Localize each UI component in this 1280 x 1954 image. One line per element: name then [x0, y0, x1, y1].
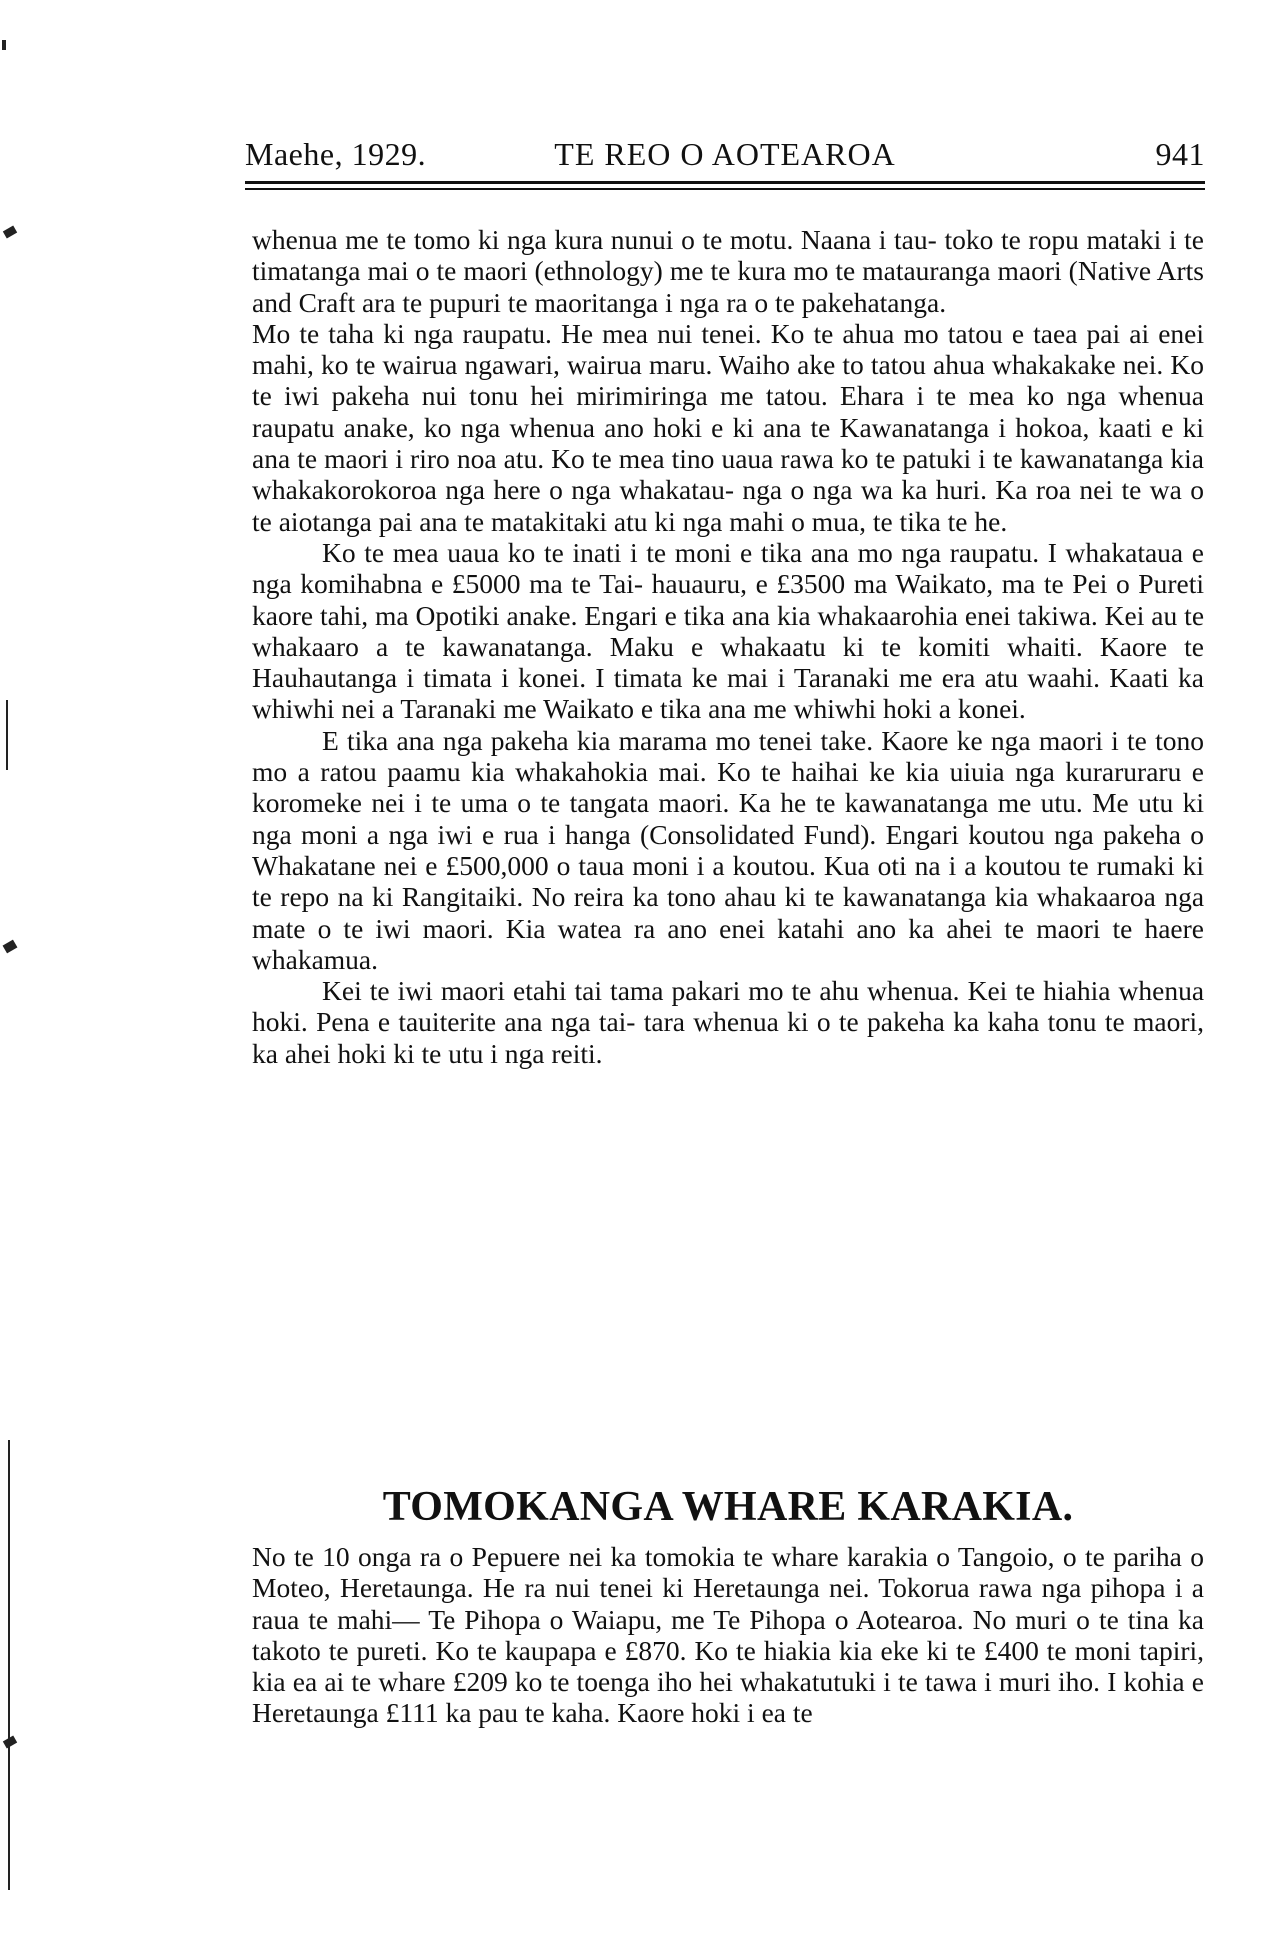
text-line: Mo te taha ki nga raupatu. He mea nui tenei. Ko te ahua [252, 317, 895, 349]
text-line: hiakia kia eke ki te £400 te moni tapiri, kia ea ai te whare [252, 1634, 1205, 1698]
text-line: whakaatu ki te komiti whaiti. Kaore te Hauhautanga i timata [252, 630, 1204, 694]
article-body [252, 224, 1204, 1069]
scan-edge-marks [0, 0, 40, 1954]
text-line: ke nga maori i te tono mo a ratou paamu kia whakahokia mai. [252, 724, 1204, 788]
paragraph-p3 [252, 537, 1204, 725]
text-line: ka whiwhi nei a Taranaki me Waikato e tika ana me whiwhi [252, 662, 1205, 725]
text-line: ma Opotiki anake. Engari e tika ana kia whakaarohia enei [375, 599, 1011, 631]
text-line: Te Pihopa o Waiapu, me Te Pihopa o Aotearoa. No muri o [428, 1603, 1090, 1635]
text-line: No te 10 onga ra o Pepuere nei ka tomokia te whare karakia o [252, 1541, 951, 1572]
text-line: Tangoio, o te pariha o Moteo, Heretaunga. He ra nui tenei ki [252, 1541, 1204, 1604]
header-page-number: 941 [1155, 136, 1205, 172]
text-line: moni i a koutou. Kua oti na i a koutou te rumaki ki te repo [252, 849, 1205, 913]
text-line: i konei. I timata ke mai i Taranaki me era atu waahi. Kaati [501, 662, 1169, 694]
text-line: me te kura mo te matauranga maori (Native Arts and Craft [252, 255, 1204, 318]
paragraph-p2 [252, 318, 1204, 537]
text-line: Kei te hiahia whenua hoki. Pena e tauiterite ana nga tai- [252, 975, 1205, 1038]
text-line: Heretaunga nei. Tokorua rawa nga pihopa i a raua te mahi— [252, 1572, 1204, 1635]
text-line: katahi ano ka ahei te maori te haere whakamua. [252, 912, 1204, 975]
paragraph-s1 [252, 1541, 1204, 1729]
text-line: nga whenua raupatu anake, ko nga whenua ano hoki e ki ana [252, 380, 1204, 443]
text-line: utu ki nga moni a nga iwi e rua i hanga (Consolidated Fund). [252, 787, 1205, 850]
header-rule-top [245, 181, 1205, 184]
header-rule-bottom [245, 188, 1205, 190]
text-line: kawanatanga kia whakakorokoroa nga here o nga whakatau- [252, 443, 1205, 506]
text-line: tara whenua ki o te pakeha ka kaha tonu te maori, ka ahei [252, 1006, 1205, 1069]
text-line: uma o te tangata maori. Ka he te kawanatanga me utu. Me [460, 787, 1129, 819]
text-line: te Kawanatanga i hokoa, kaati e ki ana te maori i riro noa [252, 411, 1204, 475]
text-line: na ki Rangitaiki. No reira ka tono ahau ki te kawanatanga [337, 881, 987, 913]
text-line: Ko te mea uaua ko te inati i te moni e tika ana mo nga [322, 536, 942, 568]
text-line: hoki ki te utu i nga reiti. [337, 1037, 603, 1069]
text-line: te tina ka takoto te pureti. Ko te kaupapa e £870. Ko te [252, 1603, 1204, 1666]
text-line: whenua me te tomo ki nga kura nunui o te motu. Naana i tau- [252, 224, 937, 255]
section-heading: TOMOKANGA WHARE KARAKIA. [382, 1484, 1074, 1530]
text-line: hoki a konei. [882, 693, 1026, 725]
text-line: kohia e Heretaunga £111 ka pau te kaha. Kaore hoki i ea te [252, 1666, 1204, 1729]
text-line: Kei te iwi maori etahi tai tama pakari mo te ahu whenua. [322, 975, 960, 1007]
text-line: kia whakaaroa nga mate o te iwi maori. Kia watea ra ano enei [252, 881, 1205, 944]
text-line: mo tatou e taea pai ai enei mahi, ko te wairua ngawari, wairua [252, 317, 1205, 381]
section-body [252, 1541, 1204, 1729]
text-line: te matakitaki atu ki nga mahi o mua, te tika te he. [464, 505, 1008, 537]
text-line: Engari koutou nga pakeha o Whakatane nei e £500,000 o taua [252, 818, 1205, 881]
text-line: £209 ko te toenga iho hei whakatutuki i te tawa i muri iho. I [452, 1666, 1117, 1698]
text-line: hauauru, e £3500 ma Waikato, ma te Pei o Pureti kaore tahi, [252, 568, 1204, 631]
paragraph-p1 [252, 224, 1204, 318]
text-line: takiwa. Kei au te whakaaro a te kawanatanga. Maku e [252, 599, 1205, 662]
text-line: raupatu. I whakataua e nga komihabna e £5000 ma te Tai- [252, 536, 1204, 600]
paragraph-p4 [252, 725, 1204, 975]
text-line: toko te ropu mataki i te timatanga mai o te maori (ethnology) [252, 224, 1205, 287]
text-line: Ko te haihai ke kia uiuia nga kuraruraru e koromeke nei i te [252, 756, 1204, 819]
text-line: pakeha nui tonu hei mirimiringa me tatou. Ehara i te mea ko [331, 380, 1055, 412]
text-line: maru. Waiho ake to tatou ahua whakakake nei. Ko te iwi [252, 349, 1204, 412]
text-line: nga o nga wa ka huri. Ka roa nei te wa o te aiotanga pai ana [252, 474, 1204, 537]
text-line: E tika ana nga pakeha kia marama mo tenei take. Kaore [322, 724, 949, 756]
text-line: ara te pupuri te maoritanga i nga ra o te pakehatanga. [361, 286, 947, 318]
running-header [245, 136, 1205, 182]
header-date: Maehe, 1929. [245, 136, 427, 172]
paragraph-p5 [252, 975, 1204, 1069]
text-line: atu. Ko te mea tino uaua rawa ko te patuki i te [503, 443, 1013, 475]
header-publication-title: TE REO O AOTEAROA [554, 136, 896, 172]
